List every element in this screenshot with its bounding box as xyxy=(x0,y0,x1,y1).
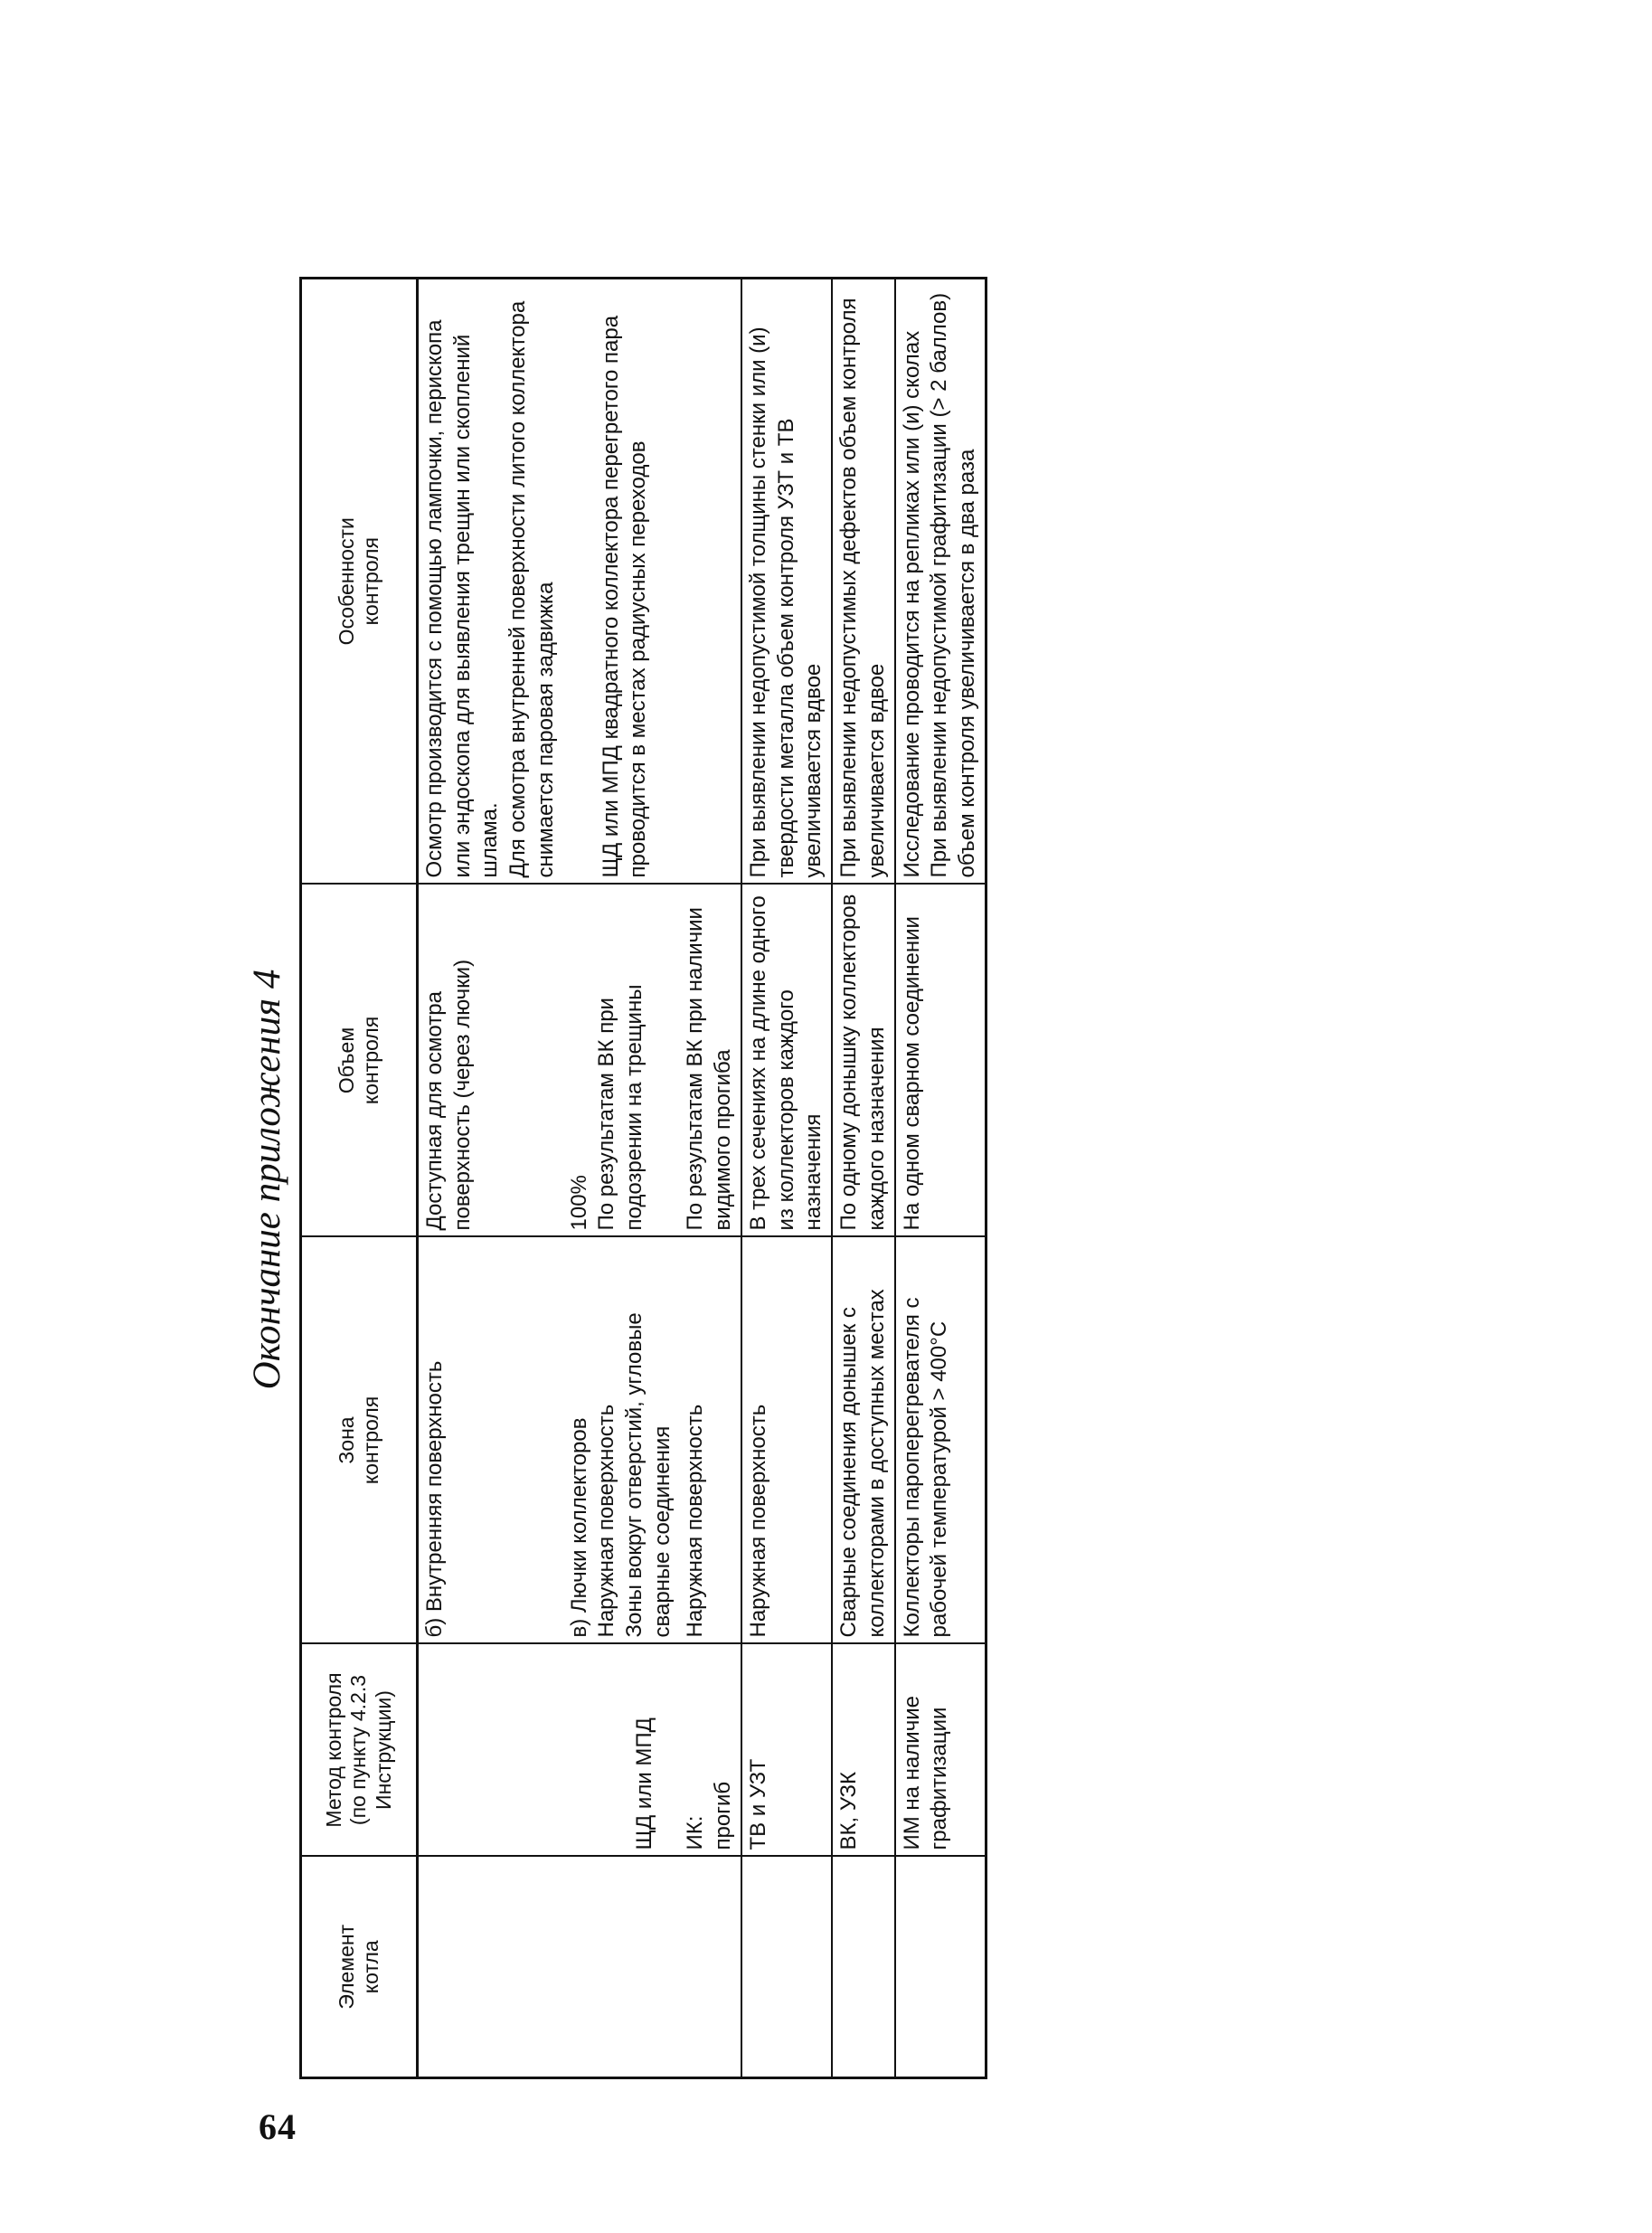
cell-features: Исследование проводится на репликах или (и) сколах При выявлении недопустимой графитизации (> 2 баллов) объем контроля увеличивается в два раза xyxy=(895,279,986,885)
header-features xyxy=(301,279,418,885)
cell-zone: б) Внутренняя поверхность xyxy=(418,1237,563,1644)
inspection-table xyxy=(299,277,987,2079)
cell-method: ИК: прогиб xyxy=(679,1644,741,1857)
header-method-label: Метод контроля (по пункту 4.2.3 Инструкции) xyxy=(322,1672,395,1828)
cell-method: ТВ и УЗТ xyxy=(741,1644,832,1857)
cell-element xyxy=(563,1857,680,2078)
header-features-label: Особенности контроля xyxy=(334,517,382,646)
cell-method: ВК, УЗК xyxy=(832,1644,894,1857)
cell-features xyxy=(679,279,741,885)
table-row xyxy=(895,279,986,2078)
table-header-row xyxy=(301,279,418,2078)
cell-volume: По результатам ВК при наличии видимого прогиба xyxy=(679,885,741,1237)
cell-features: Осмотр производится с помощью лампочки, перископа или эндоскопа для выявления трещин или скоплений шлама. Для осмотра внутренней поверхности литого коллектора снимается паровая задвижка xyxy=(418,279,563,885)
cell-element xyxy=(895,1857,986,2078)
table-caption: Окончание приложения 4 xyxy=(246,969,288,1390)
header-element xyxy=(301,1857,418,2078)
rotated-sheet xyxy=(241,279,1416,2079)
cell-zone: Сварные соединения донышек с коллекторами в доступных местах xyxy=(832,1237,894,1644)
table-row xyxy=(741,279,832,2078)
cell-volume: Доступная для осмотра поверхность (через лючки) xyxy=(418,885,563,1237)
cell-zone: в) Лючки коллекторов Наружная поверхность Зоны вокруг отверстий, угловые сварные соединения xyxy=(563,1237,680,1644)
table-row xyxy=(418,279,563,2078)
header-volume xyxy=(301,885,418,1237)
cell-element xyxy=(832,1857,894,2078)
page-number: 64 xyxy=(259,2106,297,2147)
cell-zone: Коллекторы пароперегревателя с рабочей температурой > 400°С xyxy=(895,1237,986,1644)
header-zone xyxy=(301,1237,418,1644)
cell-element xyxy=(418,1857,563,2078)
cell-volume: 100% По результатам ВК при подозрении на трещины xyxy=(563,885,680,1237)
cell-element xyxy=(741,1857,832,2078)
cell-features: При выявлении недопустимой толщины стенки или (и) твердости металла объем контроля УЗТ и ТВ увеличивается вдвое xyxy=(741,279,832,885)
cell-volume: По одному донышку коллекторов каждого назначения xyxy=(832,885,894,1237)
header-method xyxy=(301,1644,418,1857)
table-row xyxy=(832,279,894,2078)
cell-element xyxy=(679,1857,741,2078)
cell-zone: Наружная поверхность xyxy=(741,1237,832,1644)
cell-method xyxy=(418,1644,563,1857)
cell-volume: На одном сварном соединении xyxy=(895,885,986,1237)
header-volume-label: Объем контроля xyxy=(334,1016,382,1105)
header-zone-label: Зона контроля xyxy=(334,1396,382,1485)
cell-zone: Наружная поверхность xyxy=(679,1237,741,1644)
table-row xyxy=(679,279,741,2078)
cell-volume: В трех сечениях на длине одного из коллекторов каждого назначения xyxy=(741,885,832,1237)
cell-method: ЩД или МПД xyxy=(563,1644,680,1857)
cell-method: ИМ на наличие графитизации xyxy=(895,1644,986,1857)
cell-features: При выявлении недопустимых дефектов объем контроля увеличивается вдвое xyxy=(832,279,894,885)
cell-features: ЩД или МПД квадратного коллектора перегретого пара проводится в местах радиусных переходов xyxy=(563,279,680,885)
header-element-label: Элемент котла xyxy=(334,1924,382,2010)
table-row xyxy=(563,279,680,2078)
